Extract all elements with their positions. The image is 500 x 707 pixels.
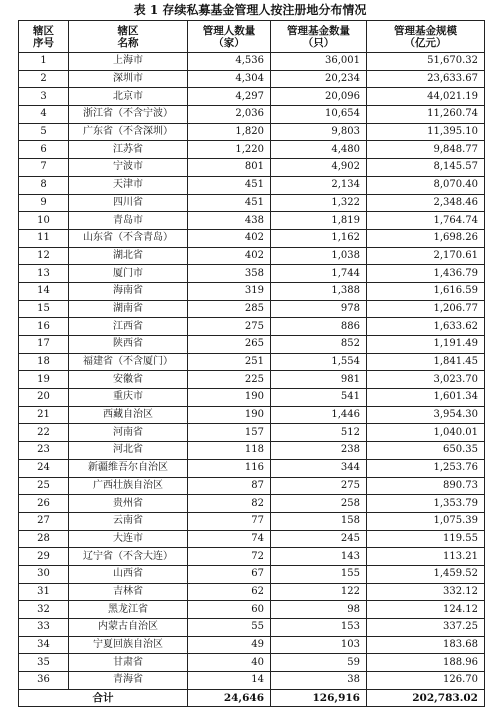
row-index: 25: [19, 477, 69, 495]
table-row: [19, 70, 485, 88]
row-index: 18: [19, 353, 69, 371]
total-funds: 126,916: [271, 689, 367, 707]
row-index: 17: [19, 336, 69, 354]
table-title: 表 1 存续私募基金管理人按注册地分布情况: [133, 3, 367, 17]
total-scale: 202,783.02: [367, 689, 485, 707]
row-region: 福建省（不含厦门）: [69, 353, 188, 371]
row-scale: 3,954.30: [367, 406, 485, 424]
row-index: 12: [19, 247, 69, 265]
row-index: 3: [19, 88, 69, 106]
row-index: 31: [19, 583, 69, 601]
row-funds: 1,162: [271, 229, 367, 247]
row-scale: 8,070.40: [367, 176, 485, 194]
row-funds: 1,819: [271, 212, 367, 230]
row-scale: 119.55: [367, 530, 485, 548]
row-region: 北京市: [69, 88, 188, 106]
row-region: 内蒙古自治区: [69, 619, 188, 637]
table-row: [19, 247, 485, 265]
row-managers: 67: [188, 565, 271, 583]
row-scale: 890.73: [367, 477, 485, 495]
row-managers: 2,036: [188, 106, 271, 124]
table-row: [19, 406, 485, 424]
header-row: [19, 21, 485, 53]
row-managers: 251: [188, 353, 271, 371]
row-funds: 1,322: [271, 194, 367, 212]
row-index: 33: [19, 619, 69, 637]
row-scale: 51,670.32: [367, 53, 485, 71]
row-funds: 4,902: [271, 159, 367, 177]
row-index: 30: [19, 565, 69, 583]
row-index: 15: [19, 300, 69, 318]
table-row: [19, 141, 485, 159]
row-index: 24: [19, 459, 69, 477]
row-funds: 1,554: [271, 353, 367, 371]
row-scale: 11,395.10: [367, 123, 485, 141]
row-scale: 1,459.52: [367, 565, 485, 583]
table-row: [19, 548, 485, 566]
row-region: 辽宁省（不含大连）: [69, 548, 188, 566]
row-index: 20: [19, 389, 69, 407]
row-funds: 143: [271, 548, 367, 566]
row-managers: 55: [188, 619, 271, 637]
table-body: [19, 53, 485, 690]
row-funds: 344: [271, 459, 367, 477]
row-funds: 4,480: [271, 141, 367, 159]
table-row: [19, 265, 485, 283]
row-index: 5: [19, 123, 69, 141]
row-region: 吉林省: [69, 583, 188, 601]
row-managers: 74: [188, 530, 271, 548]
table-row: [19, 282, 485, 300]
row-managers: 82: [188, 495, 271, 513]
row-funds: 1,388: [271, 282, 367, 300]
row-scale: 11,260.74: [367, 106, 485, 124]
table-row: [19, 601, 485, 619]
row-region: 河南省: [69, 424, 188, 442]
row-managers: 1,220: [188, 141, 271, 159]
row-region: 河北省: [69, 442, 188, 460]
row-region: 甘肃省: [69, 654, 188, 672]
table-row: [19, 194, 485, 212]
table-row: [19, 229, 485, 247]
row-region: 黑龙江省: [69, 601, 188, 619]
row-funds: 122: [271, 583, 367, 601]
row-managers: 358: [188, 265, 271, 283]
row-region: 青海省: [69, 672, 188, 690]
row-index: 21: [19, 406, 69, 424]
row-managers: 438: [188, 212, 271, 230]
row-managers: 265: [188, 336, 271, 354]
fund-manager-table: [18, 20, 485, 707]
row-funds: 541: [271, 389, 367, 407]
table-row: [19, 371, 485, 389]
row-region: 湖北省: [69, 247, 188, 265]
row-region: 宁波市: [69, 159, 188, 177]
row-funds: 981: [271, 371, 367, 389]
row-funds: 103: [271, 636, 367, 654]
row-scale: 1,698.26: [367, 229, 485, 247]
row-region: 宁夏回族自治区: [69, 636, 188, 654]
row-index: 7: [19, 159, 69, 177]
table-row: [19, 512, 485, 530]
row-scale: 124.12: [367, 601, 485, 619]
row-managers: 62: [188, 583, 271, 601]
row-index: 22: [19, 424, 69, 442]
row-scale: 183.68: [367, 636, 485, 654]
row-region: 天津市: [69, 176, 188, 194]
row-scale: 332.12: [367, 583, 485, 601]
table-row: [19, 212, 485, 230]
row-scale: 188.96: [367, 654, 485, 672]
row-managers: 40: [188, 654, 271, 672]
row-scale: 126.70: [367, 672, 485, 690]
row-region: 广西壮族自治区: [69, 477, 188, 495]
header-funds: 管理基金数量 （只）: [271, 21, 367, 53]
row-scale: 9,848.77: [367, 141, 485, 159]
table-row: [19, 672, 485, 690]
row-funds: 38: [271, 672, 367, 690]
row-region: 广东省（不含深圳）: [69, 123, 188, 141]
row-region: 湖南省: [69, 300, 188, 318]
table-row: [19, 495, 485, 513]
row-region: 厦门市: [69, 265, 188, 283]
row-managers: 77: [188, 512, 271, 530]
row-funds: 98: [271, 601, 367, 619]
row-region: 云南省: [69, 512, 188, 530]
row-index: 13: [19, 265, 69, 283]
row-scale: 1,633.62: [367, 318, 485, 336]
row-region: 青岛市: [69, 212, 188, 230]
row-index: 6: [19, 141, 69, 159]
row-index: 14: [19, 282, 69, 300]
row-region: 海南省: [69, 282, 188, 300]
table-row: [19, 300, 485, 318]
row-funds: 59: [271, 654, 367, 672]
row-managers: 4,536: [188, 53, 271, 71]
row-index: 9: [19, 194, 69, 212]
row-scale: 337.25: [367, 619, 485, 637]
row-scale: 1,616.59: [367, 282, 485, 300]
table-row: [19, 583, 485, 601]
row-region: 重庆市: [69, 389, 188, 407]
row-index: 11: [19, 229, 69, 247]
row-managers: 402: [188, 229, 271, 247]
row-index: 2: [19, 70, 69, 88]
row-region: 安徽省: [69, 371, 188, 389]
row-index: 29: [19, 548, 69, 566]
row-funds: 36,001: [271, 53, 367, 71]
row-index: 35: [19, 654, 69, 672]
row-funds: 245: [271, 530, 367, 548]
row-region: 陕西省: [69, 336, 188, 354]
row-region: 上海市: [69, 53, 188, 71]
row-funds: 10,654: [271, 106, 367, 124]
row-managers: 60: [188, 601, 271, 619]
row-funds: 20,234: [271, 70, 367, 88]
header-scale: 管理基金规模 （亿元）: [367, 21, 485, 53]
row-funds: 2,134: [271, 176, 367, 194]
row-funds: 275: [271, 477, 367, 495]
row-scale: 3,023.70: [367, 371, 485, 389]
header-managers: 管理人数量 （家）: [188, 21, 271, 53]
table-row: [19, 654, 485, 672]
row-funds: 258: [271, 495, 367, 513]
table-row: [19, 636, 485, 654]
row-region: 大连市: [69, 530, 188, 548]
table-row: [19, 530, 485, 548]
row-index: 26: [19, 495, 69, 513]
row-scale: 1,191.49: [367, 336, 485, 354]
row-scale: 2,170.61: [367, 247, 485, 265]
total-row: [19, 689, 485, 707]
row-region: 西藏自治区: [69, 406, 188, 424]
row-index: 23: [19, 442, 69, 460]
row-managers: 190: [188, 406, 271, 424]
table-row: [19, 442, 485, 460]
row-managers: 49: [188, 636, 271, 654]
table-row: [19, 123, 485, 141]
row-scale: 650.35: [367, 442, 485, 460]
row-region: 深圳市: [69, 70, 188, 88]
row-managers: 4,304: [188, 70, 271, 88]
row-managers: 801: [188, 159, 271, 177]
row-region: 山东省（不含青岛）: [69, 229, 188, 247]
row-managers: 118: [188, 442, 271, 460]
row-scale: 1,841.45: [367, 353, 485, 371]
row-funds: 512: [271, 424, 367, 442]
row-index: 19: [19, 371, 69, 389]
header-region: 辖区 名称: [69, 21, 188, 53]
table-row: [19, 353, 485, 371]
row-index: 1: [19, 53, 69, 71]
row-funds: 155: [271, 565, 367, 583]
row-scale: 1,764.74: [367, 212, 485, 230]
table-row: [19, 389, 485, 407]
row-funds: 852: [271, 336, 367, 354]
table-row: [19, 477, 485, 495]
row-region: 江西省: [69, 318, 188, 336]
row-scale: 8,145.57: [367, 159, 485, 177]
row-index: 27: [19, 512, 69, 530]
row-managers: 116: [188, 459, 271, 477]
row-managers: 190: [188, 389, 271, 407]
row-index: 10: [19, 212, 69, 230]
total-managers: 24,646: [188, 689, 271, 707]
row-managers: 225: [188, 371, 271, 389]
row-funds: 158: [271, 512, 367, 530]
row-managers: 87: [188, 477, 271, 495]
row-scale: 1,353.79: [367, 495, 485, 513]
table-row: [19, 88, 485, 106]
row-index: 36: [19, 672, 69, 690]
row-scale: 1,075.39: [367, 512, 485, 530]
row-funds: 1,038: [271, 247, 367, 265]
row-region: 江苏省: [69, 141, 188, 159]
row-index: 8: [19, 176, 69, 194]
row-scale: 23,633.67: [367, 70, 485, 88]
table-row: [19, 159, 485, 177]
table-row: [19, 53, 485, 71]
row-managers: 451: [188, 176, 271, 194]
row-funds: 9,803: [271, 123, 367, 141]
row-funds: 238: [271, 442, 367, 460]
table-row: [19, 565, 485, 583]
row-managers: 275: [188, 318, 271, 336]
table-row: [19, 459, 485, 477]
row-managers: 1,820: [188, 123, 271, 141]
table-row: [19, 318, 485, 336]
row-funds: 978: [271, 300, 367, 318]
row-managers: 14: [188, 672, 271, 690]
row-index: 32: [19, 601, 69, 619]
table-row: [19, 336, 485, 354]
row-scale: 1,206.77: [367, 300, 485, 318]
row-region: 新疆维吾尔自治区: [69, 459, 188, 477]
row-funds: 1,446: [271, 406, 367, 424]
header-index: 辖区 序号: [19, 21, 69, 53]
row-index: 34: [19, 636, 69, 654]
row-index: 4: [19, 106, 69, 124]
table-row: [19, 424, 485, 442]
row-region: 贵州省: [69, 495, 188, 513]
row-funds: 1,744: [271, 265, 367, 283]
row-scale: 1,040.01: [367, 424, 485, 442]
table-row: [19, 106, 485, 124]
row-managers: 451: [188, 194, 271, 212]
row-scale: 2,348.46: [367, 194, 485, 212]
row-managers: 72: [188, 548, 271, 566]
table-row: [19, 176, 485, 194]
total-label: 合计: [19, 689, 188, 707]
row-managers: 319: [188, 282, 271, 300]
row-managers: 285: [188, 300, 271, 318]
row-scale: 113.21: [367, 548, 485, 566]
row-funds: 153: [271, 619, 367, 637]
row-managers: 402: [188, 247, 271, 265]
row-index: 28: [19, 530, 69, 548]
row-scale: 44,021.19: [367, 88, 485, 106]
row-scale: 1,253.76: [367, 459, 485, 477]
row-scale: 1,436.79: [367, 265, 485, 283]
table-row: [19, 619, 485, 637]
row-region: 四川省: [69, 194, 188, 212]
row-region: 浙江省（不含宁波）: [69, 106, 188, 124]
row-region: 山西省: [69, 565, 188, 583]
row-index: 16: [19, 318, 69, 336]
row-managers: 4,297: [188, 88, 271, 106]
row-funds: 886: [271, 318, 367, 336]
row-funds: 20,096: [271, 88, 367, 106]
row-managers: 157: [188, 424, 271, 442]
row-scale: 1,601.34: [367, 389, 485, 407]
